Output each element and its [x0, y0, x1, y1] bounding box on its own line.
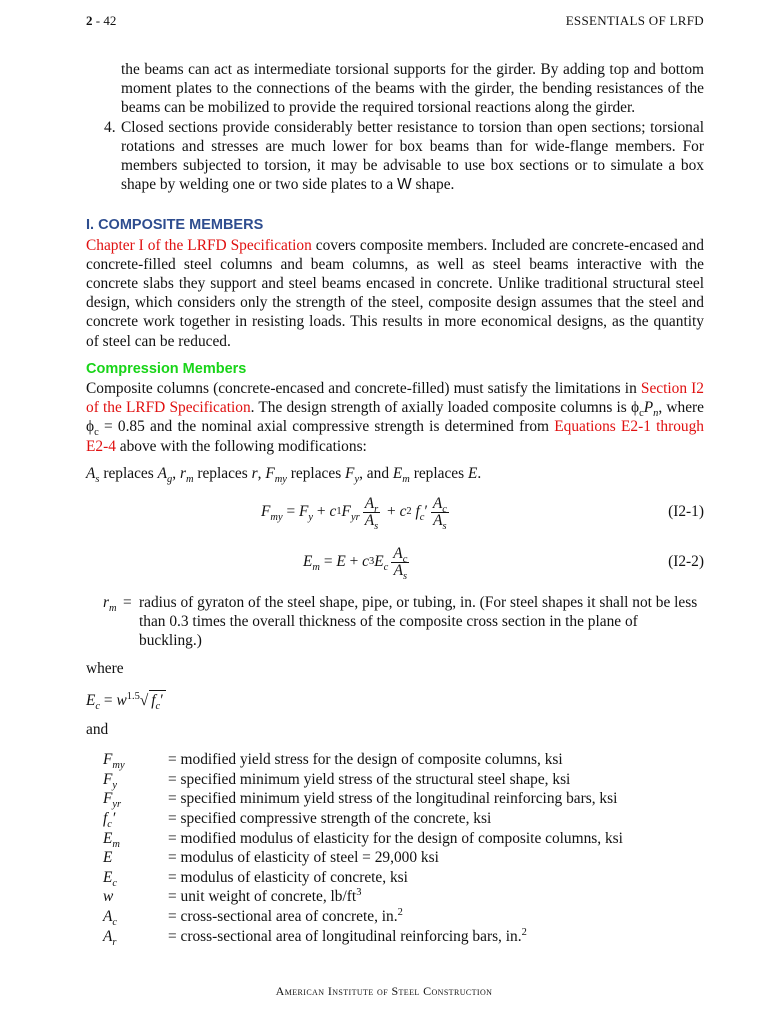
and-label: and	[86, 721, 109, 739]
compression-paragraph: Composite columns (concrete-encased and concrete-filled) must satisfy the limitations in Section I2 of the LRFD Specification. The design strength of axially loaded composite columns is $\phi_cP_n$, where $\phi_c = 0.85$ and the nominal axial compressive strength is determined from Equations E2-1 through E2-4 above with the following modifications:	[86, 380, 704, 455]
variable-symbol: $E_c$	[103, 868, 118, 889]
variable-symbol: $f_c'$	[103, 810, 116, 831]
running-title: ESSENTIALS OF LRFD	[565, 13, 704, 28]
subsection-heading: Compression Members	[86, 360, 247, 377]
equation-expression: $F_{my}$ = $F_y$ + c 1 $F_{yr}$ $\frac{A_r}{A_s}$ + c 2 $f_c$ ′ $\frac{A_c}{A_s}$	[261, 494, 447, 532]
math-phi-c: $\phi_c$	[86, 418, 99, 439]
variable-symbol: $A_c$	[103, 908, 118, 929]
w-shape-label: W	[397, 176, 412, 194]
where-label: where	[86, 659, 124, 677]
variable-symbol: $A_r$	[103, 927, 117, 948]
variable-row: $f_c'$ = specified compressive strength of the concrete, ksi	[103, 810, 492, 831]
list-number: 4.	[104, 118, 116, 136]
variable-list	[86, 750, 704, 946]
equation-i2-2	[86, 539, 704, 585]
rm-symbol: $r_m$	[103, 594, 117, 615]
chapter-i-link[interactable]: Chapter I of the LRFD Specification	[86, 236, 312, 254]
variable-row: $A_r$ = cross-sectional area of longitudinal reinforcing bars, in.$^2$	[103, 926, 527, 948]
variable-symbol: E	[103, 849, 113, 867]
section-paragraph: Chapter I of the LRFD Specification covers composite members. Included are concrete-encased and concrete-filled steel columns and beam columns, as well as steel beams interactive with the concrete slabs they support and steel beams encased in concrete. Unlike traditional structural steel design, which considers only the strength of the steel, composite design assumes that the steel and concrete work together in resisting loads. This results in more economical designs, as the quantity of steel can be reduced.	[86, 236, 704, 350]
page-footer: American Institute of Steel Construction	[275, 984, 493, 998]
page-body	[86, 60, 704, 946]
variable-row: $F_{yr}$ = specified minimum yield stress of the longitudinal reinforcing bars, ksi	[103, 790, 618, 811]
page-number: 2 - 42	[86, 13, 117, 28]
list-item-4: 4. Closed sections provide considerably better resistance to torsion than open sections; torsional rotations and stresses are much lower for box beams than for wide-flange members. For members subjected to torsion, it may be advisable to use box sections or to simulate a box shape by welding one or two side plates to a W shape.	[104, 118, 704, 194]
variable-row: $E_m$ = modified modulus of elasticity for the design of composite columns, ksi	[103, 829, 623, 850]
variable-row: w = unit weight of concrete, $lb/ft^3$	[103, 887, 362, 906]
equation-tag: (I2-2)	[668, 553, 704, 571]
variable-row: $A_c$ = cross-sectional area of concrete, in.$^2$	[103, 906, 403, 929]
variable-symbol: $F_{yr}$	[103, 790, 122, 811]
variable-row: $E_c$ = modulus of elasticity of concrete, ksi	[103, 868, 408, 889]
ec-equation: $E_c = w^{1.5}√$ $f_c'$	[86, 690, 164, 712]
variable-row: $F_{my}$ = modified yield stress for the design of composite columns, ksi	[103, 751, 563, 772]
equation-tag: (I2-1)	[668, 503, 704, 521]
continued-paragraph: the beams can act as intermediate torsional supports for the girder. By adding top and bottom moment plates to the connections of the beams with the girder, the bending resistances of the beams can be mobilized to provide the required torsional reactions along the girder.	[121, 61, 704, 117]
variable-symbol: $F_y$	[103, 770, 118, 791]
equation-expression: $E_m$ = E + c 3 $E_c$ $\frac{A_c}{A_s}$	[303, 544, 408, 582]
rm-definition: $r_m$ = radius of gyraton of the steel shape, pipe, or tubing, in. (For steel shapes it shall not be less than 0.3 times the overall thickness of the composite cross section in the plane of buckling.)	[103, 594, 698, 650]
replacement-line: $A_s$ replaces $A_g$, $r_m$ replaces r, $F_{my}$ replaces $F_y$, and $E_m$ replaces E.	[86, 464, 482, 485]
section-i2-link[interactable]: Section I2 of the LRFD Specification	[86, 380, 704, 417]
variable-symbol: $F_{my}$	[103, 751, 125, 772]
equations-e2-link[interactable]: Equations E2-1 through E2-4	[86, 418, 704, 455]
math-phi-pn: $\phi_cP_n$	[630, 399, 659, 420]
section-heading: I. COMPOSITE MEMBERS	[86, 217, 264, 234]
variable-row: $F_y$ = specified minimum yield stress of the structural steel shape, ksi	[103, 770, 571, 791]
variable-row: E = modulus of elasticity of steel = 29,000 ksi	[103, 849, 439, 867]
variable-symbol: $E_m$	[103, 829, 120, 850]
equation-i2-1	[86, 489, 704, 535]
variable-symbol: w	[103, 888, 114, 906]
